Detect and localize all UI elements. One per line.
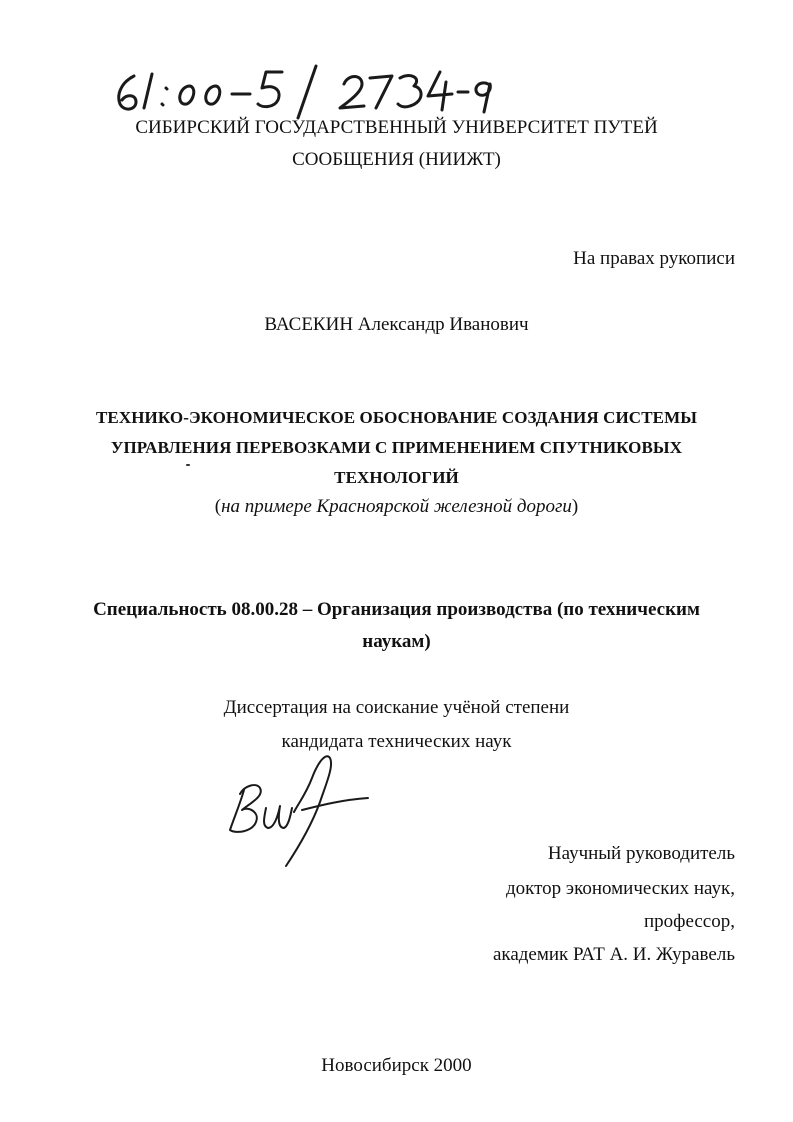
dissertation-line-2: кандидата технических наук: [281, 731, 512, 752]
handwritten-archive-code: [112, 62, 502, 120]
title-line-1: ТЕХНИКО-ЭКОНОМИЧЕСКОЕ ОБОСНОВАНИЕ СОЗДАНИЯ СИСТЕМЫ: [95, 408, 698, 427]
university-name-line-2: СООБЩЕНИЯ (НИИЖТ): [292, 149, 501, 170]
subtitle-text: на примере Красноярской железной дороги: [221, 496, 572, 517]
university-name-line-1: СИБИРСКИЙ ГОСУДАРСТВЕННЫЙ УНИВЕРСИТЕТ ПУТЕЙ: [135, 117, 658, 138]
author-name: ВАСЕКИН Александр Иванович: [264, 314, 529, 335]
scan-speck: [186, 464, 190, 466]
title-line-3: ТЕХНОЛОГИЙ: [334, 468, 459, 487]
specialty-line-2: наукам): [362, 631, 431, 652]
manuscript-rights-note: На правах рукописи: [573, 248, 735, 269]
subtitle-open-paren: (: [214, 496, 222, 517]
supervisor-degree: доктор экономических наук,: [505, 878, 735, 899]
title-line-2: УПРАВЛЕНИЯ ПЕРЕВОЗКАМИ С ПРИМЕНЕНИЕМ СПУТНИКОВЫХ: [110, 438, 683, 457]
specialty-line-1: Специальность 08.00.28 – Организация производства (по техническим: [93, 599, 700, 620]
supervisor-label: Научный руководитель: [547, 843, 735, 864]
supervisor-name: академик РАТ А. И. Журавель: [492, 944, 735, 965]
handwritten-signature: [222, 748, 382, 878]
supervisor-rank: профессор,: [643, 911, 735, 932]
subtitle-close-paren: ): [571, 496, 579, 517]
city-year-footer: Новосибирск 2000: [321, 1055, 472, 1076]
title-subtitle: [0, 495, 793, 519]
dissertation-line-1: Диссертация на соискание учёной степени: [223, 697, 570, 718]
